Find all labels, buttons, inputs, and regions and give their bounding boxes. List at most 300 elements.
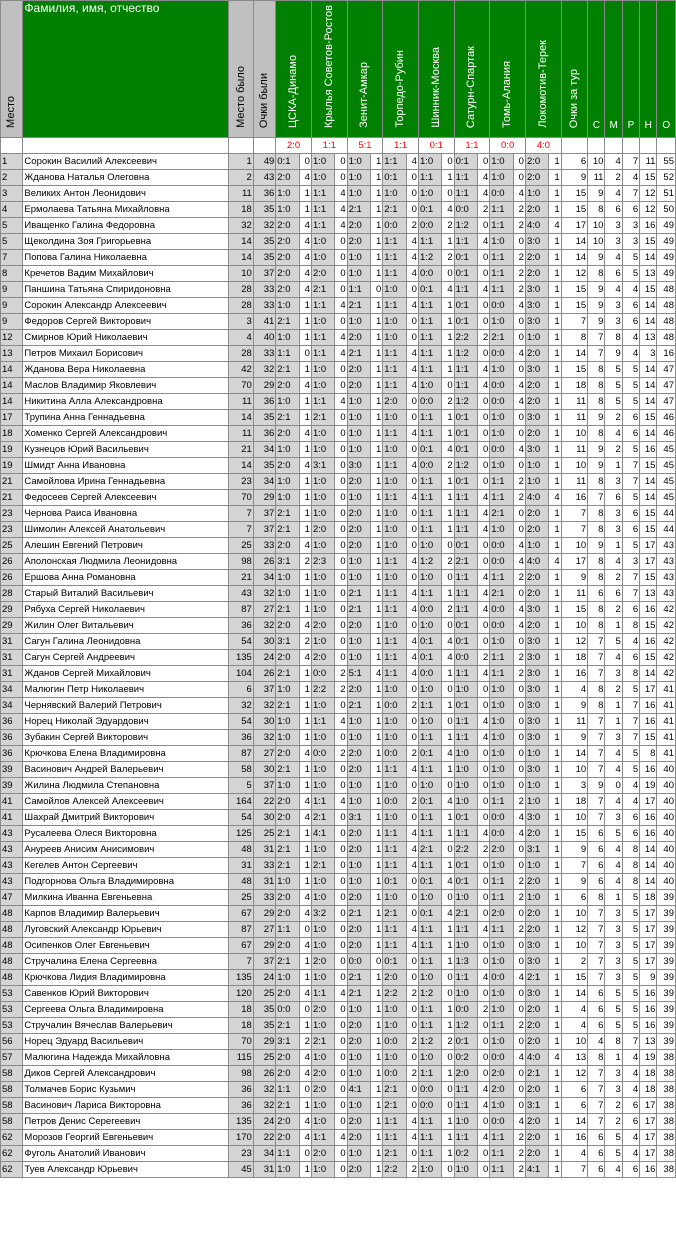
- forecast-cell: 0:1: [454, 538, 477, 554]
- forecast-cell: 1:2: [418, 1034, 441, 1050]
- forecast-points-cell: 1: [442, 698, 454, 714]
- stat-cell: 1: [605, 1050, 622, 1066]
- forecast-cell: 2:0: [276, 234, 299, 250]
- stat-cell: 16: [640, 810, 657, 826]
- forecast-cell: 0:0: [490, 618, 513, 634]
- forecast-cell: 2:0: [525, 618, 548, 634]
- forecast-points-cell: 0: [299, 1082, 311, 1098]
- was-points-cell: 33: [253, 346, 275, 362]
- forecast-cell: 1:0: [347, 794, 370, 810]
- forecast-points-cell: 0: [406, 538, 418, 554]
- forecast-cell: 0:0: [418, 218, 441, 234]
- stat-cell: 6: [622, 426, 639, 442]
- stat-cell: 44: [657, 506, 676, 522]
- forecast-cell: 1:0: [311, 1098, 334, 1114]
- table-row: [1, 570, 676, 586]
- forecast-points-cell: 1: [299, 362, 311, 378]
- was-points-cell: 26: [253, 1066, 275, 1082]
- name-cell: Сагун Сергей Андреевич: [23, 650, 229, 666]
- forecast-cell: 1:0: [276, 1162, 299, 1178]
- stat-cell: 14: [640, 314, 657, 330]
- name-cell: Кузнецов Юрий Васильевич: [23, 442, 229, 458]
- forecast-points-cell: 4: [406, 266, 418, 282]
- forecast-cell: 1:0: [311, 442, 334, 458]
- forecast-points-cell: 0: [335, 458, 347, 474]
- forecast-points-cell: 1: [371, 346, 383, 362]
- stat-cell: 6: [588, 586, 605, 602]
- forecast-points-cell: 4: [406, 378, 418, 394]
- stat-cell: 5: [622, 746, 639, 762]
- forecast-points-cell: 1: [371, 234, 383, 250]
- forecast-cell: 0:1: [454, 698, 477, 714]
- stat-cell: 9: [588, 778, 605, 794]
- forecast-points-cell: 0: [406, 810, 418, 826]
- was-place-cell: 115: [229, 1050, 253, 1066]
- forecast-points-cell: 4: [442, 634, 454, 650]
- stat-cell: 5: [622, 362, 639, 378]
- was-place-cell: 5: [229, 778, 253, 794]
- stat-cell: 5: [605, 1130, 622, 1146]
- was-points-cell: 37: [253, 954, 275, 970]
- place-cell: 13: [1, 346, 23, 362]
- stat-cell: 3: [605, 218, 622, 234]
- forecast-points-cell: 1: [371, 778, 383, 794]
- place-cell: 58: [1, 1066, 23, 1082]
- place-cell: 21: [1, 474, 23, 490]
- stat-cell: 1: [605, 698, 622, 714]
- forecast-points-cell: 1: [299, 954, 311, 970]
- forecast-points-cell: 1: [442, 426, 454, 442]
- forecast-cell: 2:1: [490, 506, 513, 522]
- standings-body: [1, 154, 676, 1178]
- forecast-cell: 0:1: [454, 266, 477, 282]
- forecast-points-cell: 1: [549, 906, 561, 922]
- forecast-points-cell: 4: [406, 298, 418, 314]
- stat-cell: 7: [588, 794, 605, 810]
- forecast-points-cell: 1: [299, 474, 311, 490]
- table-row: [1, 698, 676, 714]
- table-row: [1, 602, 676, 618]
- was-points-cell: 32: [253, 730, 275, 746]
- forecast-cell: 1:1: [311, 186, 334, 202]
- forecast-points-cell: 2: [442, 1034, 454, 1050]
- forecast-cell: 1:0: [347, 730, 370, 746]
- tour-points-cell: 12: [561, 266, 588, 282]
- table-row: [1, 538, 676, 554]
- results-empty: [640, 138, 657, 154]
- name-cell: Норец Николай Эдуардович: [23, 714, 229, 730]
- forecast-cell: 1:0: [454, 1114, 477, 1130]
- forecast-cell: 2:1: [454, 554, 477, 570]
- stat-cell: 7: [588, 650, 605, 666]
- stat-cell: 5: [622, 1018, 639, 1034]
- forecast-cell: 2:0: [276, 618, 299, 634]
- forecast-cell: 2:0: [525, 426, 548, 442]
- forecast-points-cell: 4: [513, 442, 525, 458]
- forecast-cell: 1:1: [418, 234, 441, 250]
- forecast-cell: 0:0: [490, 298, 513, 314]
- tour-points-cell: 10: [561, 426, 588, 442]
- was-points-cell: 26: [253, 554, 275, 570]
- stat-cell: 19: [640, 1050, 657, 1066]
- forecast-cell: 2:0: [276, 1066, 299, 1082]
- forecast-cell: 1:1: [490, 666, 513, 682]
- was-place-cell: 10: [229, 266, 253, 282]
- stat-cell: 2: [605, 1114, 622, 1130]
- forecast-cell: 1:0: [454, 938, 477, 954]
- forecast-cell: 2:0: [347, 330, 370, 346]
- stat-cell: 5: [605, 378, 622, 394]
- stat-cell: 18: [640, 1066, 657, 1082]
- forecast-points-cell: 1: [549, 314, 561, 330]
- forecast-points-cell: 4: [513, 298, 525, 314]
- forecast-cell: 1:0: [490, 1002, 513, 1018]
- forecast-cell: 1:0: [490, 746, 513, 762]
- forecast-cell: 1:0: [383, 506, 406, 522]
- stat-cell: 47: [657, 394, 676, 410]
- place-cell: 28: [1, 586, 23, 602]
- forecast-points-cell: 4: [299, 906, 311, 922]
- forecast-points-cell: 0: [513, 330, 525, 346]
- was-place-cell: 58: [229, 762, 253, 778]
- forecast-points-cell: 1: [549, 442, 561, 458]
- stat-cell: 3: [605, 314, 622, 330]
- was-place-cell: 25: [229, 538, 253, 554]
- forecast-cell: 4:1: [525, 1162, 548, 1178]
- name-cell: Петров Михаил Борисович: [23, 346, 229, 362]
- place-cell: 14: [1, 378, 23, 394]
- stat-cell: 43: [657, 538, 676, 554]
- forecast-points-cell: 0: [335, 954, 347, 970]
- forecast-points-cell: 4: [299, 426, 311, 442]
- forecast-cell: 1:1: [418, 522, 441, 538]
- place-cell: 31: [1, 650, 23, 666]
- stat-cell: 14: [640, 426, 657, 442]
- tour-points-cell: 18: [561, 378, 588, 394]
- stat-cell: 8: [588, 554, 605, 570]
- stat-cell: 9: [588, 250, 605, 266]
- forecast-cell: 1:0: [525, 778, 548, 794]
- forecast-cell: 1:0: [383, 682, 406, 698]
- forecast-points-cell: 0: [335, 234, 347, 250]
- forecast-cell: 1:0: [347, 426, 370, 442]
- forecast-points-cell: 1: [442, 730, 454, 746]
- table-row: [1, 282, 676, 298]
- table-row: [1, 234, 676, 250]
- name-cell: Ершова Анна Романовна: [23, 570, 229, 586]
- forecast-cell: 0:1: [454, 250, 477, 266]
- forecast-cell: 1:0: [454, 986, 477, 1002]
- header-match: Зенит-Амкар: [347, 1, 383, 138]
- was-place-cell: 11: [229, 394, 253, 410]
- forecast-cell: 3:0: [525, 810, 548, 826]
- stat-cell: 8: [588, 522, 605, 538]
- tour-points-cell: 14: [561, 746, 588, 762]
- was-place-cell: 43: [229, 586, 253, 602]
- forecast-cell: 2:0: [525, 922, 548, 938]
- forecast-points-cell: 4: [513, 346, 525, 362]
- was-points-cell: 34: [253, 442, 275, 458]
- stat-cell: 16: [657, 346, 676, 362]
- header-name: Фамилия, имя, отчество: [23, 1, 229, 138]
- forecast-points-cell: 0: [513, 746, 525, 762]
- forecast-points-cell: 4: [442, 746, 454, 762]
- forecast-points-cell: 2: [299, 634, 311, 650]
- forecast-cell: 4:0: [525, 218, 548, 234]
- forecast-cell: 2:1: [276, 1098, 299, 1114]
- forecast-cell: 1:1: [418, 1018, 441, 1034]
- name-cell: Подгорнова Ольга Владимировна: [23, 874, 229, 890]
- forecast-cell: 1:0: [490, 314, 513, 330]
- forecast-cell: 2:1: [276, 1018, 299, 1034]
- was-place-cell: 14: [229, 410, 253, 426]
- forecast-cell: 3:0: [347, 458, 370, 474]
- forecast-points-cell: 4: [371, 666, 383, 682]
- forecast-cell: 2:1: [311, 282, 334, 298]
- forecast-points-cell: 1: [549, 250, 561, 266]
- stat-cell: 5: [622, 986, 639, 1002]
- forecast-cell: 2:0: [276, 1130, 299, 1146]
- tour-points-cell: 15: [561, 970, 588, 986]
- stat-cell: 4: [605, 1162, 622, 1178]
- forecast-points-cell: 1: [371, 186, 383, 202]
- stat-cell: 7: [622, 154, 639, 170]
- forecast-points-cell: 0: [478, 458, 490, 474]
- stat-cell: 2: [605, 1098, 622, 1114]
- forecast-points-cell: 1: [442, 1018, 454, 1034]
- stat-cell: 8: [588, 202, 605, 218]
- forecast-points-cell: 0: [478, 858, 490, 874]
- forecast-points-cell: 4: [406, 938, 418, 954]
- forecast-cell: 2:0: [347, 1114, 370, 1130]
- forecast-cell: 1:2: [454, 394, 477, 410]
- forecast-cell: 1:0: [418, 682, 441, 698]
- stat-cell: 14: [640, 250, 657, 266]
- forecast-points-cell: 0: [335, 906, 347, 922]
- tour-points-cell: 16: [561, 1130, 588, 1146]
- forecast-cell: 0:0: [418, 458, 441, 474]
- stat-cell: 8: [588, 618, 605, 634]
- stat-cell: 2: [605, 170, 622, 186]
- table-row: [1, 1098, 676, 1114]
- forecast-cell: 1:0: [347, 1098, 370, 1114]
- forecast-points-cell: 4: [478, 362, 490, 378]
- forecast-points-cell: 2: [478, 650, 490, 666]
- name-cell: Жданов Сергей Михайлович: [23, 666, 229, 682]
- forecast-points-cell: 1: [371, 1050, 383, 1066]
- forecast-points-cell: 0: [335, 1082, 347, 1098]
- forecast-cell: 1:1: [454, 282, 477, 298]
- results-empty: [657, 138, 676, 154]
- forecast-cell: 1:0: [276, 442, 299, 458]
- table-row: [1, 506, 676, 522]
- stat-cell: 38: [657, 1114, 676, 1130]
- stat-cell: 14: [640, 394, 657, 410]
- forecast-points-cell: 1: [299, 506, 311, 522]
- stat-cell: 7: [588, 330, 605, 346]
- tour-points-cell: 4: [561, 682, 588, 698]
- forecast-cell: 3:1: [525, 1098, 548, 1114]
- stat-cell: 1: [605, 714, 622, 730]
- header-stat: Н: [640, 1, 657, 138]
- forecast-points-cell: 4: [478, 1082, 490, 1098]
- forecast-cell: 1:0: [311, 570, 334, 586]
- forecast-points-cell: 0: [406, 906, 418, 922]
- forecast-points-cell: 1: [299, 522, 311, 538]
- stat-cell: 1: [605, 538, 622, 554]
- forecast-cell: 2:1: [276, 842, 299, 858]
- stat-cell: 40: [657, 874, 676, 890]
- forecast-cell: 0:0: [490, 826, 513, 842]
- name-cell: Милкина Иванна Евгеньевна: [23, 890, 229, 906]
- forecast-cell: 1:1: [276, 346, 299, 362]
- forecast-cell: 1:1: [454, 970, 477, 986]
- stat-cell: 17: [640, 538, 657, 554]
- forecast-points-cell: 0: [513, 714, 525, 730]
- name-cell: Шмидт Анна Ивановна: [23, 458, 229, 474]
- forecast-points-cell: 0: [513, 762, 525, 778]
- forecast-cell: 2:0: [525, 1018, 548, 1034]
- stat-cell: 8: [588, 602, 605, 618]
- was-place-cell: 67: [229, 938, 253, 954]
- forecast-cell: 1:1: [418, 410, 441, 426]
- table-row: [1, 986, 676, 1002]
- forecast-points-cell: 0: [335, 618, 347, 634]
- forecast-cell: 1:1: [418, 1114, 441, 1130]
- results-empty: [622, 138, 639, 154]
- forecast-cell: 1:1: [383, 586, 406, 602]
- forecast-points-cell: 2: [335, 666, 347, 682]
- tour-points-cell: 15: [561, 602, 588, 618]
- forecast-points-cell: 1: [371, 458, 383, 474]
- was-points-cell: 30: [253, 714, 275, 730]
- forecast-points-cell: 1: [371, 890, 383, 906]
- name-cell: Малюгин Петр Николаевич: [23, 682, 229, 698]
- stat-cell: 17: [640, 682, 657, 698]
- forecast-cell: 1:0: [383, 522, 406, 538]
- forecast-cell: 2:1: [276, 666, 299, 682]
- tour-points-cell: 15: [561, 186, 588, 202]
- forecast-cell: 1:1: [490, 1146, 513, 1162]
- forecast-cell: 1:0: [383, 538, 406, 554]
- forecast-points-cell: 1: [549, 874, 561, 890]
- was-points-cell: 36: [253, 186, 275, 202]
- forecast-points-cell: 4: [299, 250, 311, 266]
- was-points-cell: 29: [253, 938, 275, 954]
- forecast-cell: 1:0: [311, 842, 334, 858]
- forecast-cell: 2:0: [525, 266, 548, 282]
- tour-points-cell: 14: [561, 234, 588, 250]
- stat-cell: 3: [605, 970, 622, 986]
- stat-cell: 3: [605, 954, 622, 970]
- stat-cell: 39: [657, 1002, 676, 1018]
- name-cell: Крючкова Елена Владимировна: [23, 746, 229, 762]
- forecast-points-cell: 0: [478, 762, 490, 778]
- forecast-cell: 2:0: [525, 154, 548, 170]
- forecast-points-cell: 1: [371, 1082, 383, 1098]
- stat-cell: 45: [657, 458, 676, 474]
- forecast-cell: 2:0: [276, 538, 299, 554]
- place-cell: 34: [1, 698, 23, 714]
- forecast-points-cell: 1: [371, 554, 383, 570]
- was-place-cell: 7: [229, 506, 253, 522]
- forecast-cell: 1:2: [454, 1018, 477, 1034]
- table-row: [1, 426, 676, 442]
- forecast-points-cell: 2: [513, 250, 525, 266]
- stat-cell: 15: [640, 458, 657, 474]
- stat-cell: 9: [605, 346, 622, 362]
- forecast-cell: 1:1: [383, 426, 406, 442]
- stat-cell: 7: [588, 922, 605, 938]
- stat-cell: 7: [622, 698, 639, 714]
- forecast-cell: 1:1: [383, 234, 406, 250]
- stat-cell: 16: [640, 1162, 657, 1178]
- forecast-points-cell: 1: [371, 362, 383, 378]
- forecast-cell: 1:0: [347, 554, 370, 570]
- forecast-points-cell: 1: [549, 1098, 561, 1114]
- was-place-cell: 36: [229, 618, 253, 634]
- forecast-points-cell: 2: [335, 746, 347, 762]
- forecast-points-cell: 0: [406, 522, 418, 538]
- forecast-cell: 0:0: [311, 666, 334, 682]
- forecast-points-cell: 0: [406, 202, 418, 218]
- forecast-cell: 0:1: [454, 410, 477, 426]
- forecast-points-cell: 1: [549, 682, 561, 698]
- forecast-points-cell: 4: [406, 490, 418, 506]
- forecast-cell: 3:0: [525, 314, 548, 330]
- forecast-cell: 2:0: [276, 906, 299, 922]
- forecast-points-cell: 1: [299, 826, 311, 842]
- forecast-points-cell: 2: [513, 1146, 525, 1162]
- forecast-points-cell: 0: [335, 634, 347, 650]
- forecast-cell: 0:1: [418, 650, 441, 666]
- forecast-cell: 1:0: [418, 186, 441, 202]
- place-cell: 43: [1, 842, 23, 858]
- forecast-points-cell: 0: [513, 362, 525, 378]
- was-place-cell: 28: [229, 346, 253, 362]
- forecast-cell: 1:1: [418, 858, 441, 874]
- forecast-cell: 0:1: [383, 170, 406, 186]
- forecast-cell: 0:0: [490, 538, 513, 554]
- forecast-points-cell: 1: [371, 490, 383, 506]
- forecast-cell: 1:1: [418, 586, 441, 602]
- stat-cell: 4: [622, 282, 639, 298]
- forecast-cell: 0:1: [454, 314, 477, 330]
- was-place-cell: 1: [229, 154, 253, 170]
- forecast-points-cell: 0: [406, 1082, 418, 1098]
- tour-points-cell: 7: [561, 314, 588, 330]
- forecast-points-cell: 2: [513, 650, 525, 666]
- forecast-points-cell: 1: [442, 298, 454, 314]
- name-cell: Никитина Алла Александровна: [23, 394, 229, 410]
- forecast-points-cell: 0: [513, 906, 525, 922]
- forecast-points-cell: 1: [371, 922, 383, 938]
- forecast-cell: 1:1: [311, 714, 334, 730]
- name-cell: Жилин Олег Витальевич: [23, 618, 229, 634]
- forecast-cell: 0:0: [454, 650, 477, 666]
- forecast-cell: 2:0: [347, 1018, 370, 1034]
- forecast-cell: 0:1: [418, 906, 441, 922]
- name-cell: Крючкова Лидия Владимировна: [23, 970, 229, 986]
- forecast-points-cell: 0: [478, 250, 490, 266]
- stat-cell: 16: [640, 698, 657, 714]
- was-points-cell: 33: [253, 298, 275, 314]
- place-cell: 48: [1, 938, 23, 954]
- table-row: [1, 954, 676, 970]
- forecast-cell: 1:0: [418, 714, 441, 730]
- stat-cell: 38: [657, 1098, 676, 1114]
- forecast-points-cell: 4: [442, 442, 454, 458]
